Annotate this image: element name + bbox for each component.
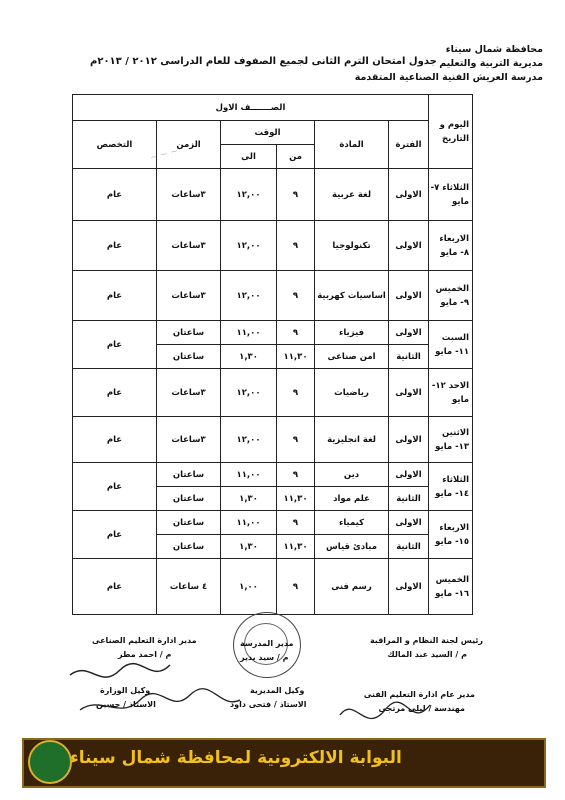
to-cell: ١٢,٠٠ [221, 417, 277, 463]
spec-cell: عام [73, 321, 157, 369]
school-manager-name: م / سيد بدير [240, 653, 289, 662]
committee-head-name: م / السيد عبد المالك [387, 650, 467, 659]
subject-cell: رياضيات [315, 369, 389, 417]
spec-cell: عام [73, 369, 157, 417]
spec-cell: عام [73, 169, 157, 221]
spec-cell: عام [73, 221, 157, 271]
spec-cell: عام [73, 559, 157, 615]
duration-cell: ٣ساعات [157, 221, 221, 271]
from-cell: ١١,٣٠ [277, 345, 315, 369]
subject-cell: فيزياء [315, 321, 389, 345]
table-row [73, 417, 473, 463]
from-cell: ١١,٣٠ [277, 535, 315, 559]
directorate-label: مديرية التربية والتعليم [439, 58, 543, 69]
duration-cell: ٤ ساعات [157, 559, 221, 615]
subject-cell: مبادئ قياس [315, 535, 389, 559]
period-cell: الثانية [389, 535, 429, 559]
period-cell: الاولى [389, 417, 429, 463]
deputy-dir-name: الاستاذ / فتحى داود [230, 700, 307, 709]
deputy-min-name: الاستاذ / حسين [96, 700, 156, 709]
duration-cell: ساعتان [157, 511, 221, 535]
deputy-dir-label: وكيل المديرية [250, 686, 305, 695]
spec-cell: عام [73, 511, 157, 559]
subject-cell: امن صناعى [315, 345, 389, 369]
governorate-label: محافظة شمال سيناء [445, 44, 543, 55]
day-cell: الاربعاء ٨- مايو [429, 221, 473, 271]
spec-cell: عام [73, 463, 157, 511]
subject-cell: لغة انجليزية [315, 417, 389, 463]
header-period: الفترة [389, 121, 429, 169]
subject-cell: لغة عربية [315, 169, 389, 221]
header-subject: المادة [315, 121, 389, 169]
duration-cell: ساعتان [157, 535, 221, 559]
from-cell: ٩ [277, 559, 315, 615]
header-time: الوقت [221, 121, 315, 145]
from-cell: ٩ [277, 271, 315, 321]
duration-cell: ساعتان [157, 487, 221, 511]
day-cell: السبت ١١- مايو [429, 321, 473, 369]
from-cell: ٩ [277, 417, 315, 463]
from-cell: ٩ [277, 321, 315, 345]
table-row [73, 169, 473, 221]
subject-cell: اساسيات كهربية [315, 271, 389, 321]
period-cell: الاولى [389, 369, 429, 417]
period-cell: الاولى [389, 559, 429, 615]
subject-cell: علم مواد [315, 487, 389, 511]
dept-manager-label: مدير ادارة التعليم الصناعى [92, 636, 197, 645]
subject-cell: دين [315, 463, 389, 487]
day-cell: الخميس ١٦- مايو [429, 559, 473, 615]
table-row [73, 559, 473, 615]
from-cell: ٩ [277, 511, 315, 535]
header-to: الى [221, 145, 277, 169]
from-cell: ٩ [277, 369, 315, 417]
to-cell: ١٢,٠٠ [221, 169, 277, 221]
header-day: اليوم و التاريخ [429, 95, 473, 169]
duration-cell: ٣ساعات [157, 169, 221, 221]
signature-scribble [60, 655, 260, 725]
duration-cell: ساعتان [157, 463, 221, 487]
school-label: مدرسة العريش الفنية الصناعية المتقدمة [354, 72, 543, 83]
to-cell: ١٢,٠٠ [221, 369, 277, 417]
spec-cell: عام [73, 271, 157, 321]
day-cell: الاربعاء ١٥- مايو [429, 511, 473, 559]
to-cell: ١١,٠٠ [221, 511, 277, 535]
day-cell: الاحد ١٢- مايو [429, 369, 473, 417]
from-cell: ٩ [277, 463, 315, 487]
subject-cell: رسم فنى [315, 559, 389, 615]
table-row [73, 321, 473, 345]
duration-cell: ساعتان [157, 345, 221, 369]
period-cell: الاولى [389, 221, 429, 271]
to-cell: ١٢,٠٠ [221, 221, 277, 271]
signature-scribble [330, 690, 450, 740]
header-grade: الصـــــــف الاول [73, 95, 429, 121]
subject-cell: كيمياء [315, 511, 389, 535]
table-row [73, 221, 473, 271]
dept-manager-name: م / احمد مطر [118, 650, 172, 659]
school-manager-label: مدير المدرسة [240, 639, 294, 648]
watermark: ~ ~ ~ [149, 146, 180, 164]
to-cell: ١,٣٠ [221, 345, 277, 369]
period-cell: الاولى [389, 321, 429, 345]
duration-cell: ٣ساعات [157, 271, 221, 321]
day-cell: الاثنين ١٣- مايو [429, 417, 473, 463]
from-cell: ٩ [277, 169, 315, 221]
day-cell: الخميس ٩- مايو [429, 271, 473, 321]
to-cell: ١١,٠٠ [221, 321, 277, 345]
duration-cell: ٣ساعات [157, 369, 221, 417]
governorate-logo-icon [28, 740, 72, 784]
to-cell: ١,٣٠ [221, 487, 277, 511]
period-cell: الثانية [389, 345, 429, 369]
table-row [73, 463, 473, 487]
duration-cell: ساعتان [157, 321, 221, 345]
period-cell: الاولى [389, 463, 429, 487]
table-row [73, 271, 473, 321]
day-cell: الثلاثاء ٧- مايو [429, 169, 473, 221]
gm-name: مهندسة / ليلى مرتجى [378, 704, 465, 713]
spec-cell: عام [73, 417, 157, 463]
subject-cell: تكنولوجيا [315, 221, 389, 271]
exam-schedule-table [72, 94, 473, 615]
period-cell: الاولى [389, 169, 429, 221]
period-cell: الاولى [389, 511, 429, 535]
period-cell: الاولى [389, 271, 429, 321]
to-cell: ١٢,٠٠ [221, 271, 277, 321]
header-duration: الزمن [157, 121, 221, 169]
committee-head-label: رئيس لجنة النظام و المراقبة [369, 636, 483, 645]
table-row [73, 511, 473, 535]
to-cell: ١١,٠٠ [221, 463, 277, 487]
from-cell: ٩ [277, 221, 315, 271]
deputy-min-label: وكيل الوزارة [100, 686, 151, 695]
portal-banner-text: البوابة الالكترونية لمحافظة شمال سيناء [70, 748, 402, 768]
header-from: من [277, 145, 315, 169]
period-cell: الثانية [389, 487, 429, 511]
table-row [73, 369, 473, 417]
to-cell: ١,٣٠ [221, 535, 277, 559]
from-cell: ١١,٣٠ [277, 487, 315, 511]
header-spec: التخصص [73, 121, 157, 169]
page-title: جدول امتحان الترم الثانى لجميع الصفوف للعام الدراسى ٢٠١٢ / ٢٠١٣م [90, 56, 437, 67]
day-cell: الثلاثاء ١٤- مايو [429, 463, 473, 511]
to-cell: ١,٠٠ [221, 559, 277, 615]
gm-title-label: مدير عام ادارة التعليم الفنى [363, 690, 475, 699]
duration-cell: ٣ساعات [157, 417, 221, 463]
